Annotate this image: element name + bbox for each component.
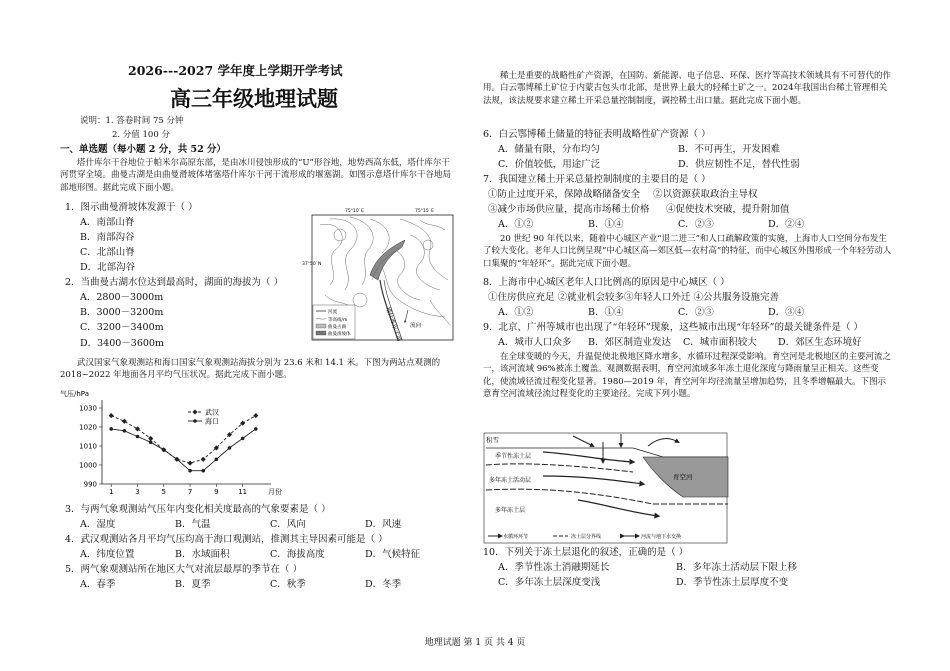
q6-option-a: A．储量有限，分布均匀 — [498, 144, 600, 155]
chart-point — [123, 429, 127, 433]
q3-option-b: B．气温 — [175, 519, 211, 530]
chart-series-line-1 — [111, 429, 256, 471]
q4-option-b: B．水域面积 — [175, 549, 230, 560]
legend-contour: 等高线/m — [328, 318, 348, 323]
chart-point — [201, 469, 205, 473]
topographic-map — [302, 205, 455, 343]
q2-option-b: B．3000－3200m — [80, 307, 164, 318]
q8-items: ①住房供应充足 ②就业机会较多③年轻人口外迁 ④公共服务设施完善 — [488, 292, 780, 303]
section-heading: 一、单选题（每小题 2 分，共 52 分） — [60, 144, 227, 155]
q7-items-row1 — [488, 188, 853, 202]
chart-y-tick-label: 1010 — [79, 442, 97, 451]
q9-stem: 9．北京、广州等城市也出现了“年轻环”现象，这些城市出现“年轻环”的最关键条件是（ ） — [483, 322, 863, 333]
chart-x-tick-label: 3 — [135, 488, 140, 496]
q4-option-c: C．海拔高度 — [270, 549, 325, 560]
q8-option-b: B．①④ — [588, 307, 624, 318]
note-time: 说明：1. 答卷时间 75 分钟 — [80, 116, 184, 126]
q2-option-c: C．3200－3400m — [80, 322, 164, 333]
chart-ylabel: 气压/hPa — [60, 390, 89, 398]
q2-option-a: A．2800－3000m — [80, 292, 164, 303]
q4-option-d: D．气候特征 — [365, 549, 421, 560]
lon-label-1: 75°10′ E — [345, 209, 364, 214]
chart-point — [149, 440, 153, 444]
chart-y-tick-label: 1020 — [79, 423, 97, 432]
legend-water-cycle: 水循环环节 — [503, 534, 529, 540]
intro-paragraph-3: 稀土是重要的战略性矿产资源，在国防、新能源、电子信息、环保、医疗等高技术领域具有不可替代的作用。白云鄂博稀土矿位于内蒙古包头市北部，是世界上最大的轻稀土矿之一。2024年我国出台稀土管理相关法规，该法规要求建立稀土开采总量控制制度，调控稀土出口量。据此完成下面小题。 — [483, 71, 892, 106]
chart-x-tick-label: 7 — [187, 488, 193, 496]
exam-year-title: 2026---2027 学年度上学期开学考试 — [128, 63, 343, 78]
chart-y-tick-label: 1030 — [79, 404, 97, 413]
lon-label-2: 75°15′ E — [415, 209, 434, 214]
label-seasonal-frozen: 季节性冻土层 — [495, 453, 532, 460]
q7-item-4: ④促使技术突破，提升附加值 — [666, 204, 790, 215]
q6-stem: 6．白云鄂博稀土储量的特征表明战略性矿产资源（ ） — [483, 129, 711, 140]
chart-point — [175, 458, 179, 462]
q9-option-d: D．郊区生态环境好 — [778, 337, 862, 348]
q8-option-d: D．③④ — [768, 307, 805, 318]
q5-stem: 5．两气象观测站所在地区大气对流层最厚的季节在（ ） — [65, 564, 303, 575]
chart-point — [241, 437, 245, 441]
chart-point — [188, 461, 193, 466]
intro-paragraph-4: 20 世纪 90 年代以来，随着中心城区产业“退二进三”和人口疏解政策的实施，上海市人口空间分布发生了较大变化。老年人口比例呈现“中心城区高—郊区低—农村高”的特征，而中心城区外围形成一个年轻劳动人口集聚的“年轻环”。据此完成下面小题。 — [483, 234, 892, 269]
q7-options — [498, 218, 848, 232]
chart-series-line-0 — [111, 416, 256, 464]
q8-stem: 8．上海市中心城区老年人口比例高的原因是中心城区（ ） — [483, 277, 730, 288]
q7-stem: 7．我国建立稀土开采总量控制制度的主要目的是（ ） — [483, 174, 711, 185]
q9-options — [498, 336, 873, 350]
intro-paragraph-2: 武汉国家气象观测站和海口国家气象观测站海拔分别为 23.6 米和 14.1 米。下图为两站点观测的 2018~2022 年地面各月平均气压状况。据此完成下面小题。 — [60, 358, 441, 381]
chart-point — [148, 436, 153, 441]
q6-options-row2 — [498, 158, 858, 172]
q10-options-row2 — [498, 576, 876, 590]
q5-option-c: C．秋季 — [270, 579, 306, 590]
q9-option-a: A．城市人口众多 — [498, 337, 572, 348]
intro-paragraph-5: 在全球变暖的今天，升温促使北极地区降水增多，水循环过程深受影响。育空河是北极地区的主要河流之一，该河流域 96%被冻土覆盖。观测数据表明，育空河流域多年冻土退化深度与降雨量呈正相关。这些变化，使流域径流过程变化显著。1980—2019 年，育空河年均径流量呈增加趋势，且冬季增幅最大。下图示意育空河流域径流过程变化的主要途径。完成下列小题。 — [483, 352, 892, 399]
legend-lake: 曲曼古湖 — [328, 325, 346, 330]
q6-option-c: C．价值较低，用途广泛 — [498, 159, 601, 170]
q7-option-b: B．①④ — [588, 219, 624, 230]
chart-x-tick-label: 9 — [214, 488, 219, 496]
lat-label: 37°50′ N — [302, 262, 322, 267]
q10-option-d: D．季节性冻土层厚度不变 — [676, 577, 789, 588]
q6-option-b: B．不可再生，开发困难 — [678, 144, 780, 155]
page-footer: 地理试题 第 1 页 共 4 页 — [424, 638, 526, 648]
q5-options — [80, 578, 445, 592]
label-yukon: 育空河 — [673, 473, 693, 481]
label-permafrost: 多年冻土层 — [495, 507, 526, 514]
legend-boundary: 冻土层分界线 — [571, 534, 602, 540]
chart-point — [109, 413, 114, 418]
q3-option-d: D．风速 — [365, 519, 402, 530]
q7-option-a: A．①② — [498, 219, 534, 230]
note-score: 2. 分值 100 分 — [112, 130, 170, 140]
q10-stem: 10．下列关于冻土层退化的叙述，正确的是（ ） — [483, 547, 689, 558]
q4-stem: 4．武汉观测站各月平均气压均高于海口观测站，推测其主导因素可能是（ ） — [65, 534, 388, 545]
chart-y-tick-label: 990 — [83, 480, 97, 489]
q7-item-3: ③减少市场供应量，提高市场稀土价格 — [488, 204, 650, 215]
label-active-layer: 多年冻土活动层 — [489, 477, 532, 484]
q10-option-b: B．多年冻土活动层下限上移 — [676, 562, 797, 573]
chart-point — [122, 419, 127, 424]
chart-x-tick-label: 5 — [161, 488, 167, 496]
q1-option-a: A．南部山脊 — [80, 217, 135, 228]
intro-paragraph-1: 塔什库尔干谷地位于帕米尔高原东部，是由冰川侵蚀形成的“U”形谷地，地势西高东低，塔什库尔干河贯穿全境。曲曼古湖是由曲曼滑坡体堵塞塔什库尔干河干流形成的堰塞湖。如图示意塔什库尔干谷地局部地形图。据此完成下面小题。 — [60, 158, 452, 193]
chart-legend-marker — [193, 419, 197, 423]
topographic-map-svg — [302, 205, 455, 343]
q3-stem: 3．与两气象观测站气压年内变化相关度最高的气象要素是（ ） — [65, 504, 331, 515]
chart-point — [162, 448, 166, 452]
q10-options-row1 — [498, 561, 876, 575]
q10-option-c: C．多年冻土层深度变浅 — [498, 577, 601, 588]
q7-item-1: ①防止过度开采，保障战略储备安全 — [488, 189, 641, 200]
chart-point — [109, 427, 113, 431]
river-label: 塔什库尔干河 — [384, 306, 404, 343]
chart-y-tick-label: 1000 — [79, 461, 97, 470]
pressure-chart — [60, 386, 300, 498]
chart-xlabel: 月份 — [268, 488, 282, 496]
pressure-chart-svg — [60, 386, 300, 498]
q2-option-d: D．3400－3600m — [80, 338, 164, 349]
q5-option-a: A．春季 — [80, 579, 116, 590]
q10-option-a: A．季节性冻土消融期延长 — [498, 562, 610, 573]
chart-x-tick-label: 11 — [238, 488, 248, 496]
q1-option-b: B．南部沟谷 — [80, 232, 135, 243]
q3-option-c: C．风向 — [270, 519, 306, 530]
q2-stem: 2．当曲曼古湖水位达到最高时，湖面的海拔为（ ） — [65, 277, 284, 288]
page-title: 高三年级地理试题 — [170, 86, 338, 111]
q3-options — [80, 518, 445, 532]
q8-option-c: C．②③ — [678, 307, 714, 318]
chart-point — [201, 457, 206, 462]
q7-option-d: D．②④ — [768, 219, 805, 230]
q3-option-a: A．湿度 — [80, 519, 116, 530]
q7-item-2: ②以资源获取政治主导权 — [653, 189, 758, 200]
legend-river: 河流 — [328, 310, 337, 315]
q9-option-c: C．城市面积较大 — [683, 337, 757, 348]
q1-stem: 1．图示曲曼滑坡体发源于（ ） — [65, 202, 198, 213]
flow-label: 流向 — [410, 323, 422, 329]
chart-point — [254, 427, 258, 431]
q5-option-b: B．夏季 — [175, 579, 211, 590]
legend-landslide: 曲曼滑坡体 — [328, 332, 351, 337]
q4-option-a: A．纬度位置 — [80, 549, 135, 560]
q1-option-c: C．北部山脊 — [80, 247, 135, 258]
q8-options — [498, 306, 848, 320]
chart-legend-marker — [192, 409, 197, 414]
chart-legend-label-1: 海口 — [205, 417, 219, 426]
q1-option-d: D．北部沟谷 — [80, 262, 136, 273]
chart-point — [228, 446, 232, 450]
q4-options — [80, 548, 445, 562]
q7-items-row2 — [488, 203, 866, 217]
legend-exchange: 河流与地下水交换 — [641, 534, 682, 540]
q5-option-d: D．冬季 — [365, 579, 402, 590]
chart-legend-label-0: 武汉 — [205, 408, 219, 417]
q6-option-d: D．供应韧性不足，替代性弱 — [678, 159, 800, 170]
q7-option-c: C．②③ — [678, 219, 714, 230]
permafrost-diagram-svg — [483, 432, 728, 544]
chart-point — [253, 413, 258, 418]
chart-point — [215, 458, 219, 462]
label-snow: 积雪 — [486, 436, 499, 444]
chart-point — [188, 469, 192, 473]
chart-x-tick-label: 1 — [108, 488, 114, 496]
q9-option-b: B．郊区制造业发达 — [588, 337, 671, 348]
permafrost-diagram — [483, 432, 728, 544]
q8-option-a: A．①② — [498, 307, 534, 318]
q6-options-row1 — [498, 143, 858, 157]
chart-point — [136, 435, 140, 439]
